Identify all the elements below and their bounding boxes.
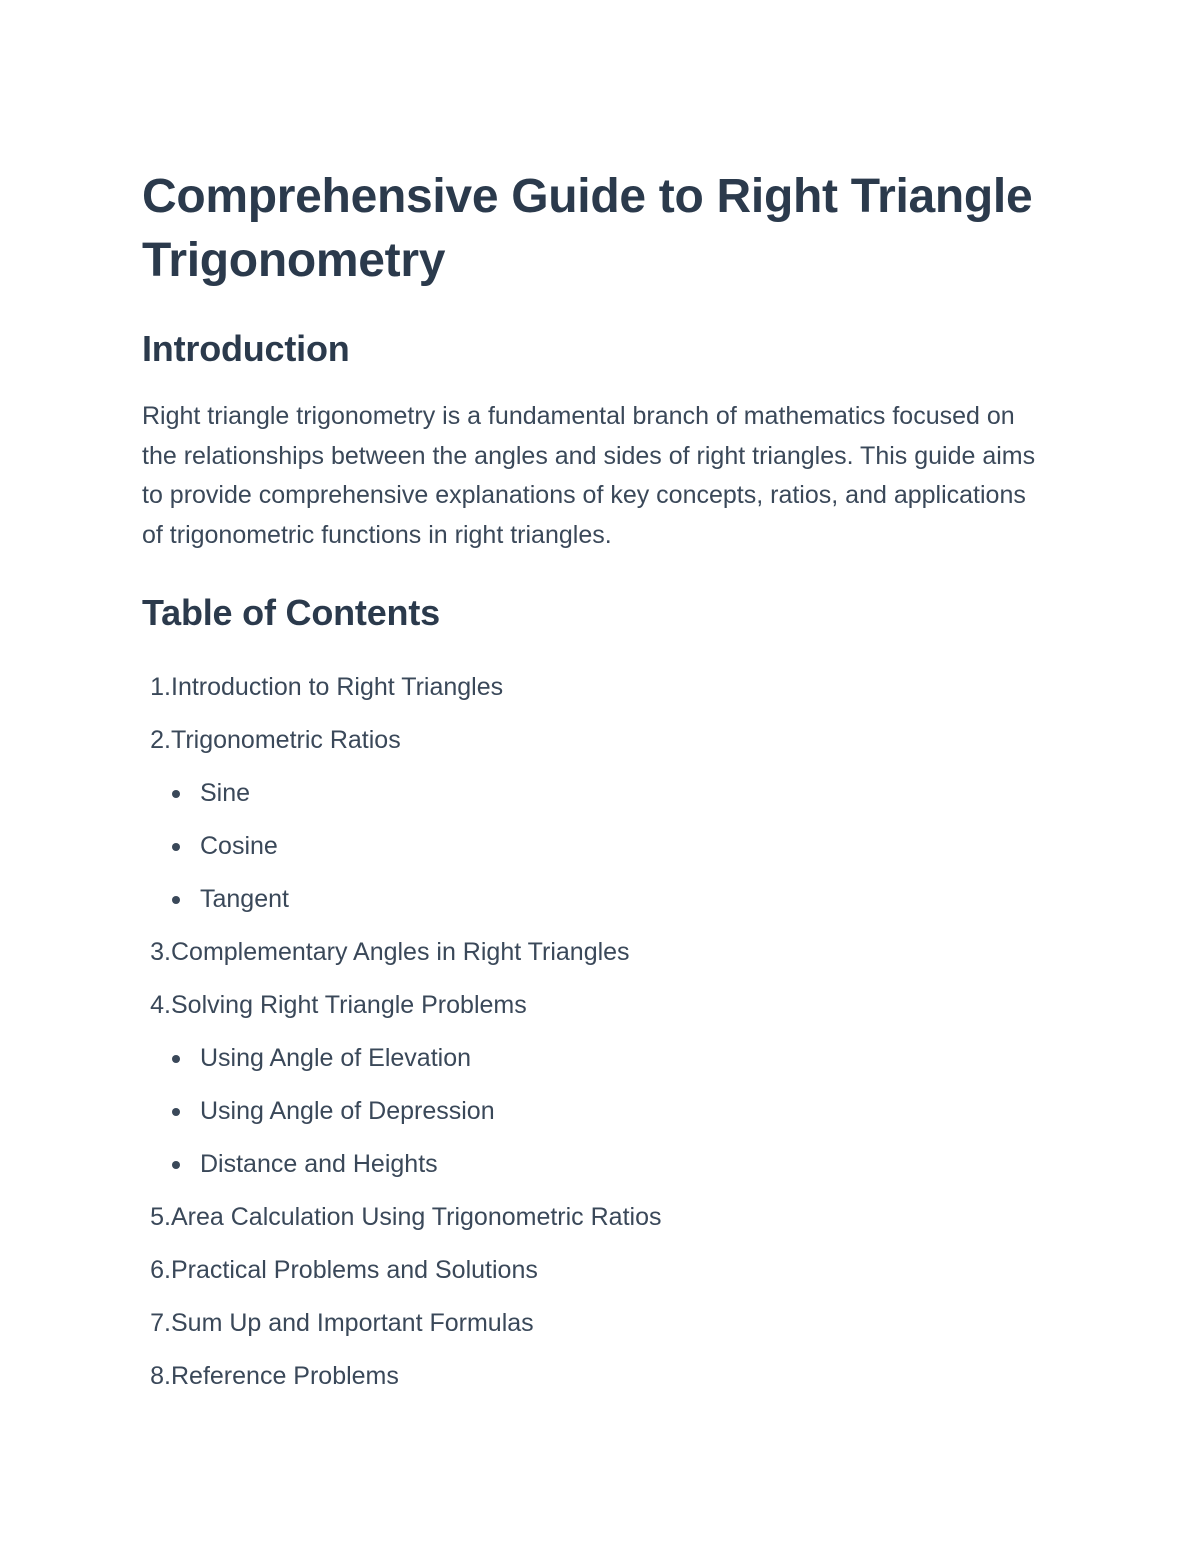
- toc-subitem-label: Using Angle of Depression: [200, 1097, 495, 1125]
- toc-item-number: 7.: [150, 1309, 171, 1337]
- toc-item-label: Reference Problems: [171, 1362, 399, 1390]
- toc-subitem: [142, 1085, 1060, 1138]
- toc-subitem-label: Cosine: [200, 832, 278, 860]
- toc-sublist: [142, 1032, 1060, 1191]
- table-of-contents: [142, 661, 1060, 1403]
- document-title: Comprehensive Guide to Right Triangle Trigonometry: [142, 170, 1033, 287]
- bullet-icon: [172, 843, 180, 851]
- toc-subitem-label: Sine: [200, 779, 251, 807]
- toc-item: [142, 1350, 1060, 1403]
- toc-item-number: 1.: [150, 673, 171, 701]
- toc-item: [142, 926, 1060, 979]
- bullet-icon: [172, 1161, 180, 1169]
- toc-sublist: [142, 767, 1060, 926]
- toc-subitem-label: Using Angle of Elevation: [200, 1044, 472, 1072]
- toc-item-label: Area Calculation Using Trigonometric Ratios: [171, 1203, 662, 1231]
- toc-item-number: 8.: [150, 1362, 171, 1390]
- toc-item: [142, 1244, 1060, 1297]
- toc-item: [142, 714, 1060, 926]
- toc-subitem-label: Tangent: [200, 885, 289, 913]
- toc-subitem: [142, 873, 1060, 926]
- bullet-icon: [172, 896, 180, 904]
- introduction-paragraph: Right triangle trigonometry is a fundamental branch of mathematics focused on the relationships between the angles and sides of right triangles. This guide aims to provide comprehensive explanations of key concepts, ratios, and applications of trigonometric functions in right triangles.: [142, 402, 1036, 549]
- toc-item-number: 2.: [150, 726, 171, 754]
- toc-item: [142, 661, 1060, 714]
- toc-subitem-label: Distance and Heights: [200, 1150, 438, 1178]
- toc-subitem: [142, 767, 1060, 820]
- toc-item-number: 6.: [150, 1256, 171, 1284]
- toc-heading: Table of Contents: [142, 592, 440, 633]
- toc-item: [142, 1191, 1060, 1244]
- toc-item-label: Solving Right Triangle Problems: [171, 991, 527, 1019]
- bullet-icon: [172, 1055, 180, 1063]
- toc-item-number: 5.: [150, 1203, 171, 1231]
- toc-item-label: Practical Problems and Solutions: [171, 1256, 538, 1284]
- toc-item-number: 4.: [150, 991, 171, 1019]
- introduction-heading: Introduction: [142, 328, 350, 369]
- toc-item-label: Complementary Angles in Right Triangles: [171, 938, 630, 966]
- toc-subitem: [142, 1032, 1060, 1085]
- bullet-icon: [172, 1108, 180, 1116]
- toc-subitem: [142, 1138, 1060, 1191]
- toc-item-label: Introduction to Right Triangles: [171, 673, 504, 701]
- bullet-icon: [172, 790, 180, 798]
- toc-item: [142, 979, 1060, 1191]
- toc-item: [142, 1297, 1060, 1350]
- toc-item-number: 3.: [150, 938, 171, 966]
- toc-item-label: Sum Up and Important Formulas: [171, 1309, 534, 1337]
- toc-item-label: Trigonometric Ratios: [171, 726, 401, 754]
- toc-subitem: [142, 820, 1060, 873]
